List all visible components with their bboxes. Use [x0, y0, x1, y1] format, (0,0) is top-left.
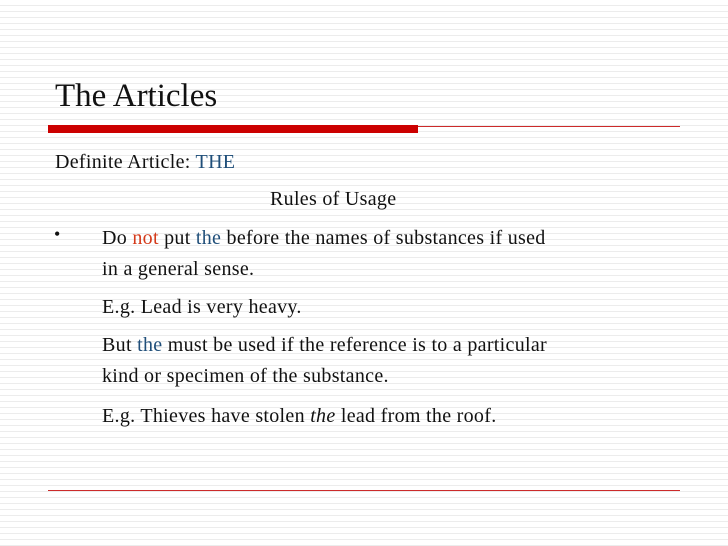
- contrast-text-a: But: [102, 334, 138, 356]
- slide-title: The Articles: [55, 78, 218, 114]
- rule-line-1: [102, 226, 546, 250]
- section-heading: Rules of Usage: [270, 188, 397, 210]
- rule-the: the: [195, 227, 222, 249]
- rule-line-2: in a general sense.: [102, 258, 255, 280]
- contrast-line-2: kind or specimen of the substance.: [102, 365, 389, 387]
- subtitle-term: THE: [195, 151, 236, 173]
- title-underline-accent: [48, 125, 418, 133]
- rule-text-c: before the names of substances if used: [221, 227, 546, 249]
- subtitle: [55, 150, 235, 174]
- example2-text-a: E.g. Thieves have stolen: [102, 405, 311, 427]
- contrast-line-1: [102, 333, 547, 357]
- example-2: [102, 404, 497, 428]
- rule-text-b: put: [158, 227, 196, 249]
- subtitle-prefix: Definite Article:: [55, 151, 196, 173]
- bullet-icon: •: [54, 224, 61, 244]
- contrast-the: the: [137, 334, 163, 356]
- contrast-text-b: must be used if the reference is to a particular: [162, 334, 547, 356]
- rule-text-a: Do: [102, 227, 133, 249]
- footer-rule: [48, 490, 680, 491]
- example-1: E.g. Lead is very heavy.: [102, 296, 302, 318]
- title-underline-rule: [418, 126, 680, 127]
- example2-the: the: [310, 405, 336, 427]
- rule-not: not: [132, 227, 159, 249]
- example2-text-b: lead from the roof.: [335, 405, 497, 427]
